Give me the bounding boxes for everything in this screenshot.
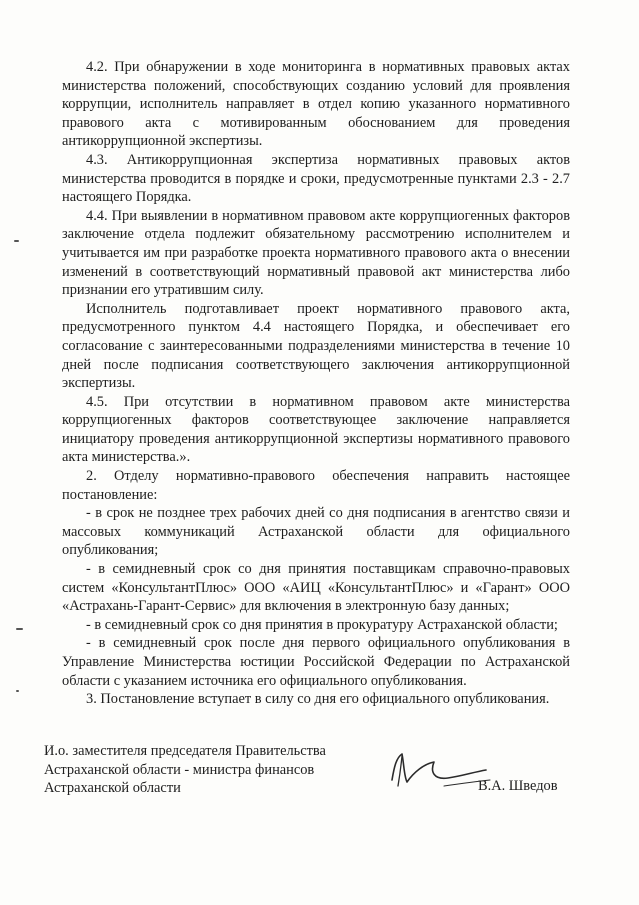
paragraph-executor: Исполнитель подготавливает проект нормативного правового акта, предусмотренного пунктом 4.4 настоящего Порядка, и обеспечивает его согласование с заинтересованными подразделениями министерства в течение 10 дней после подписания соответствующего заключения антикоррупционной экспертизы. xyxy=(62,300,570,392)
scan-speck xyxy=(16,690,19,692)
document-body xyxy=(62,58,570,709)
paragraph-4-3: 4.3. Антикоррупционная экспертиза нормативных правовых актов министерства проводится в порядке и сроки, предусмотренные пунктами 2.3 - 2.7 настоящего Порядка. xyxy=(62,151,570,206)
paragraph-4-2: 4.2. При обнаружении в ходе мониторинга в нормативных правовых актах министерства положений, способствующих созданию условий для проявления коррупции, исполнитель направляет в отдел копию указанного нормативного правового акта с мотивированным обоснованием для проведения антикоррупционной экспертизы. xyxy=(62,59,570,150)
signer-position-line: Астраханской области xyxy=(44,780,181,797)
paragraph-4-4: 4.4. При выявлении в нормативном правовом акте коррупциогенных факторов заключение отдела подлежит обязательному рассмотрению исполнителем и учитывается им при разработке проекта нормативного правового акта о внесении изменений в соответствующий нормативный правовой акт министерства либо признании его утратившим силу. xyxy=(62,207,570,299)
signer-position-line: И.о. заместителя председателя Правительства xyxy=(44,743,326,759)
list-item-agency: - в срок не позднее трех рабочих дней со дня подписания в агентство связи и массовых коммуникаций Астраханской области для официального опубликования; xyxy=(62,505,570,559)
list-item-justice-ministry: - в семидневный срок после дня первого официального опубликования в Управление Министерства юстиции Российской Федерации по Астраханской области с указанием источника его официального опубликования. xyxy=(62,635,570,689)
signer-position xyxy=(44,742,326,798)
signer-name: В.А. Шведов xyxy=(478,778,558,794)
list-item-prosecutor: - в семидневный срок со дня принятия в прокуратуру Астраханской области; xyxy=(86,616,558,633)
signer-position-line: Астраханской области - министра финансов xyxy=(44,761,315,778)
scan-speck xyxy=(14,240,19,242)
paragraph-4-5: 4.5. При отсутствии в нормативном правовом акте министерства коррупциогенных факторов соответствующее заключение направляется инициатору проведения антикоррупционной экспертизы нормативного правового акта министерства.». xyxy=(62,393,570,466)
paragraph-2: 2. Отделу нормативно-правового обеспечения направить настоящее постановление: xyxy=(62,468,570,503)
scan-speck xyxy=(16,628,23,630)
paragraph-3: 3. Постановление вступает в силу со дня его официального опубликования. xyxy=(86,691,550,708)
handwritten-signature xyxy=(374,742,494,802)
list-item-legal-systems: - в семидневный срок со дня принятия поставщикам справочно-правовых систем «КонсультантПлюс» ООО «АИЦ «КонсультантПлюс» и «Гарант» ООО «Астрахань-Гарант-Сервис» для включения в электронную базу данных; xyxy=(62,561,570,615)
